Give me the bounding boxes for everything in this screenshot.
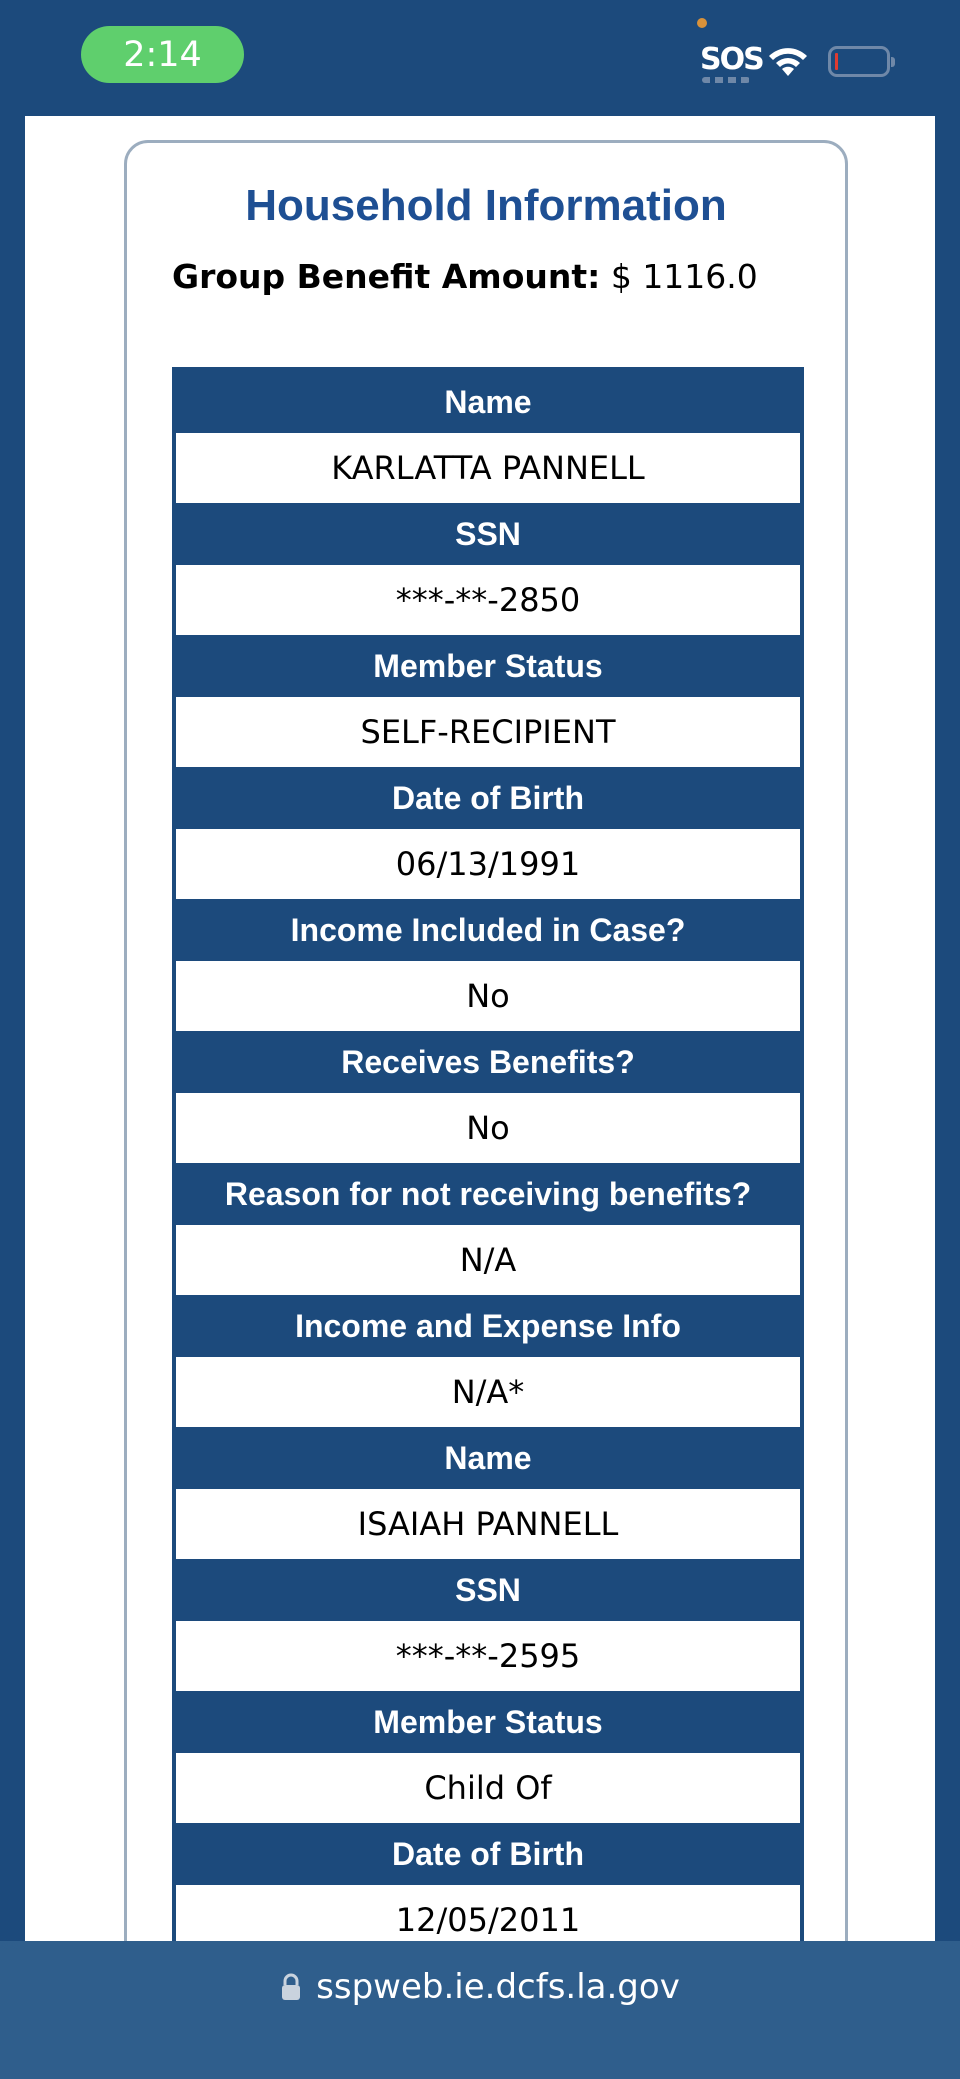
battery-level <box>835 53 838 70</box>
table-header-cell: Income and Expense Info <box>176 1295 800 1357</box>
table-value-cell: Child Of <box>176 1753 800 1823</box>
group-benefit-label: Group Benefit Amount: <box>172 257 601 296</box>
table-header-cell: SSN <box>176 503 800 565</box>
household-member-table <box>172 367 804 1941</box>
wifi-icon <box>766 44 810 78</box>
table-value-cell: SELF-RECIPIENT <box>176 697 800 767</box>
table-value-cell: 12/05/2011 <box>176 1885 800 1941</box>
table-header-cell: Member Status <box>176 635 800 697</box>
table-header-cell: Reason for not receiving benefits? <box>176 1163 800 1225</box>
table-header-cell: Receives Benefits? <box>176 1031 800 1093</box>
url-display[interactable] <box>0 1967 960 2007</box>
table-header-cell: Name <box>176 371 800 433</box>
table-header-cell: Income Included in Case? <box>176 899 800 961</box>
url-text: sspweb.ie.dcfs.la.gov <box>316 1967 680 2007</box>
table-value-cell: ***-**-2850 <box>176 565 800 635</box>
card-title: Household Information <box>245 181 727 230</box>
group-benefit-value: $ 1116.0 <box>610 257 758 296</box>
table-value-cell: 06/13/1991 <box>176 829 800 899</box>
lock-icon <box>280 1973 302 2001</box>
battery-icon <box>828 46 890 77</box>
table-value-cell: N/A* <box>176 1357 800 1427</box>
table-header-cell: SSN <box>176 1559 800 1621</box>
table-value-cell: No <box>176 961 800 1031</box>
sos-indicator: SOS <box>700 42 763 77</box>
table-header-cell: Name <box>176 1427 800 1489</box>
web-page <box>25 116 935 1941</box>
table-header-cell: Date of Birth <box>176 1823 800 1885</box>
table-value-cell: N/A <box>176 1225 800 1295</box>
table-value-cell: KARLATTA PANNELL <box>176 433 800 503</box>
status-bar <box>0 0 960 116</box>
table-value-cell: ***-**-2595 <box>176 1621 800 1691</box>
group-benefit-amount <box>172 257 758 296</box>
signal-dots-icon <box>702 77 750 83</box>
table-value-cell: No <box>176 1093 800 1163</box>
home-indicator[interactable] <box>309 1888 651 1901</box>
table-value-cell: ISAIAH PANNELL <box>176 1489 800 1559</box>
browser-url-bar[interactable] <box>0 1941 960 2079</box>
table-header-cell: Member Status <box>176 1691 800 1753</box>
camera-indicator-icon <box>697 18 707 28</box>
status-time: 2:14 <box>81 26 244 83</box>
household-information-card <box>124 140 848 1941</box>
table-header-cell: Date of Birth <box>176 767 800 829</box>
